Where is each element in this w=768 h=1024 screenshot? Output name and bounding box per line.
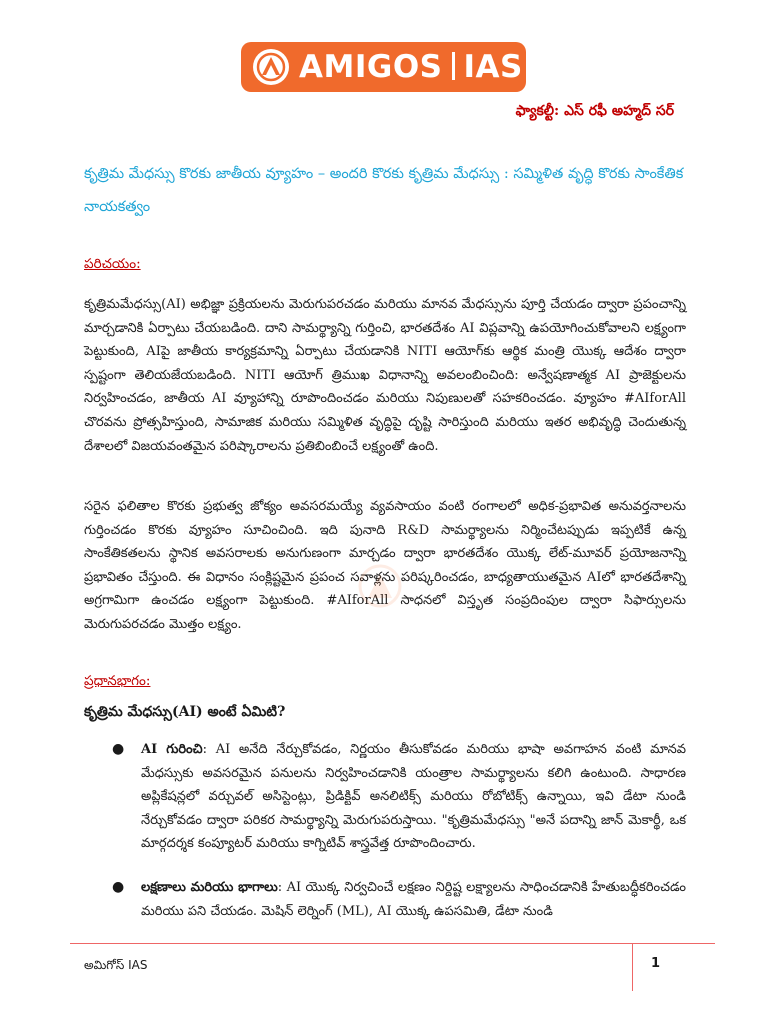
bullet-term: లక్షణాలు మరియు భాగాలు	[141, 880, 278, 895]
footer-brand: అమిగోస్ IAS	[84, 958, 148, 972]
watermark-logo-icon	[335, 560, 425, 620]
bullet-body: : AI యొక్క నిర్వచించే లక్షణం నిర్దిష్ట లక్ష్యాలను సాధించడానికి హేతుబద్ధీకరించడం మరియు పని చేయడం. మెషిన్ లెర్నింగ్ (ML), AI యొక్క ఉపసమితి, డేటా నుండి	[141, 880, 687, 919]
introduction-heading: పరిచయం:	[84, 256, 141, 272]
logo-text-amigos: AMIGOS	[299, 49, 443, 85]
document-title: కృత్రిమ మేధస్సు కొరకు జాతీయ వ్యూహం – అందరి కొరకు కృత్రిమ మేధస్సు : సమ్మిళిత వృద్ధి కొరకు సాంకేతిక నాయకత్వం	[84, 166, 684, 215]
bullet-term: AI గురించి	[141, 742, 203, 757]
logo-divider	[452, 52, 455, 80]
footer-vertical-divider	[632, 943, 633, 991]
amigos-ias-logo	[241, 42, 526, 92]
faculty-name: ఫ్యాకల్టీ: ఎస్ రఫీ అహ్మద్ సర్	[515, 103, 674, 119]
introduction-paragraph-2: సరైన ఫలితాల కొరకు ప్రభుత్వ జోక్యం అవసరమయ్యే వ్యవసాయం వంటి రంగాలలో అధిక-ప్రభావిత అనువర్తనాలను గుర్తించడం కొరకు వ్యూహం సూచించింది. ఇది పునాది R&D సామర్థ్యాలను నిర్మించేటప్పుడు ఇప్పటికే ఉన్న సాంకేతికతలను స్థానిక అవసరాలకు అనుగుణంగా మార్చడం ద్వారా భారతదేశం యొక్క లేట్-మూవర్ ప్రయోజనాన్ని ప్రభావితం చేస్తుంది. ఈ విధానం సంక్లిష్టమైన ప్రపంచ సవాళ్లను పరిష్కరించడం, బాధ్యతాయుతమైన AIలో భారతదేశాన్ని అగ్రగామిగా ఉంచడం లక్ష్యంగా పెట్టుకుంది. #AIforAll సాధనలో విస్తృత సంప్రదింపుల ద్వారా సిఫార్సులను మెరుగుపరచడం మొత్తం లక్ష్యం.	[84, 499, 686, 632]
amigos-emblem-icon	[251, 47, 291, 87]
bullet-body: : AI అనేది నేర్చుకోవడం, నిర్ణయం తీసుకోవడం మరియు భాషా అవగాహన వంటి మానవ మేధస్సుకు అవసరమైన పనులను నిర్వహించడానికి యంత్రాల సామర్థ్యాలను కలిగి ఉంటుంది. సాధారణ అప్లికేషన్లలో వర్చువల్ అసిస్టెంట్లు, ప్రిడిక్టివ్ అనలిటిక్స్ మరియు రోబోటిక్స్ ఉన్నాయి, ఇవి డేటా నుండి నేర్చుకోవడం ద్వారా పరికర సామర్థ్యాన్ని మెరుగుపరుస్తాయి. "కృత్రిమమేధస్సు "అనే పదాన్ని జాన్ మెకార్థీ, ఒక మార్గదర్శక కంప్యూటర్ మరియు కాగ్నిటివ్ శాస్త్రవేత్త రూపొందించారు.	[141, 742, 686, 852]
what-is-ai-subheading: కృత్రిమ మేధస్సు(AI) అంటే ఏమిటి?	[84, 704, 286, 720]
bullet-dot-icon: ●	[112, 879, 125, 895]
footer-divider	[70, 943, 715, 944]
bullet-characteristics	[112, 876, 686, 923]
bullet-dot-icon: ●	[112, 741, 125, 757]
main-body-heading: ప్రధానభాగం:	[84, 673, 151, 689]
introduction-paragraph-1: కృత్రిమమేధస్సు(AI) అభిజ్ఞా ప్రక్రియలను మెరుగుపరచడం మరియు మానవ మేధస్సును పూర్తి చేయడం ద్వారా ప్రపంచాన్ని మార్చడానికి ఏర్పాటు చేయబడింది. దాని సామర్థ్యాన్ని గుర్తించి, భారతదేశం AI విప్లవాన్ని ఉపయోగించుకోవాలని లక్ష్యంగా పెట్టుకుంది, AIపై జాతీయ కార్యక్రమాన్ని ఏర్పాటు చేయడానికి NITI ఆయోగ్‌కు ఆర్థిక మంత్రి యొక్క ఆదేశం ద్వారా స్పష్టంగా తెలియజేయబడింది. NITI ఆయోగ్ త్రిముఖ విధానాన్ని అవలంబించింది: అన్వేషణాత్మక AI ప్రాజెక్టులను నిర్వహించడం, జాతీయ AI వ్యూహాన్ని రూపొందించడం మరియు నిపుణులతో సహకరించడం. వ్యూహం #AIforAll చొరవను ప్రోత్సహిస్తుంది, సామాజిక మరియు సమ్మిళిత వృద్ధిపై దృష్టి సారిస్తుంది మరియు ఇతర అభివృద్ధి చెందుతున్న దేశాలలో విజయవంతమైన పరిష్కారాలను ప్రతిబింబించే లక్ష్యంతో ఉంది.	[84, 297, 686, 454]
bullet-about-ai	[112, 738, 686, 856]
logo-text-ias: IAS	[463, 49, 523, 85]
page-number: 1	[651, 956, 661, 971]
